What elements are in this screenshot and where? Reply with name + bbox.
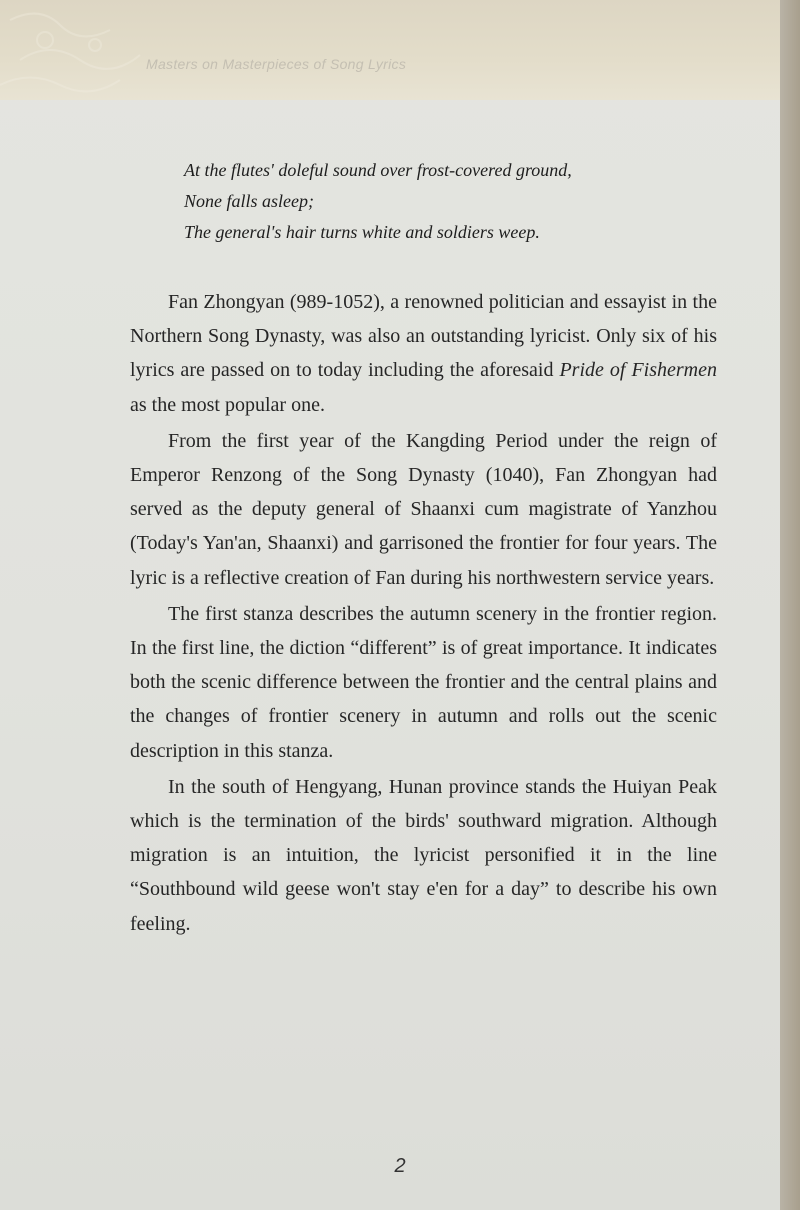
- paragraph: [130, 285, 717, 422]
- page-number: 2: [394, 1155, 406, 1177]
- header-band: [0, 0, 780, 100]
- paragraph: From the first year of the Kangding Period under the reign of Emperor Renzong of the Song Dynasty (1040), Fan Zhongyan had served as the deputy general of Shaanxi cum magistrate of Yanzhou (Today's Yan'an, Shaanxi) and garrisoned the frontier for four years. The lyric is a reflective creation of Fan during his northwestern service years.: [130, 429, 717, 589]
- paragraph-text: Fan Zhongyan (989-1052), a renowned politician and essayist in the Northern Song Dynasty, was also an outstanding lyricist. Only six of his lyrics are passed on to today including the aforesaid: [130, 291, 717, 382]
- running-header: Masters on Masterpieces of Song Lyrics: [146, 56, 407, 72]
- paragraph: The first stanza describes the autumn scenery in the frontier region. In the first line, the diction “different” is of great importance. It indicates both the scenic difference between the frontier and the central plains and the changes of frontier scenery in autumn and rolls out the scenic description in this stanza.: [130, 602, 717, 762]
- page-edge: [780, 0, 800, 1210]
- paragraph: In the south of Hengyang, Hunan province stands the Huiyan Peak which is the termination of the birds' southward migration. Although migration is an intuition, the lyricist personified it in the line “Southbound wild geese won't stay e'en for a day” to describe his own feeling.: [130, 775, 717, 935]
- paragraph-text: as the most popular one.: [130, 393, 325, 416]
- poem-line: The general's hair turns white and soldiers weep.: [184, 222, 540, 242]
- poem-line: At the flutes' doleful sound over frost-covered ground,: [184, 160, 572, 180]
- lyric-title: Pride of Fishermen: [559, 359, 718, 382]
- floral-pattern-decoration: [0, 0, 200, 100]
- poem-line: None falls asleep;: [184, 191, 314, 211]
- poem-excerpt: [184, 155, 572, 248]
- body-text: [130, 285, 717, 943]
